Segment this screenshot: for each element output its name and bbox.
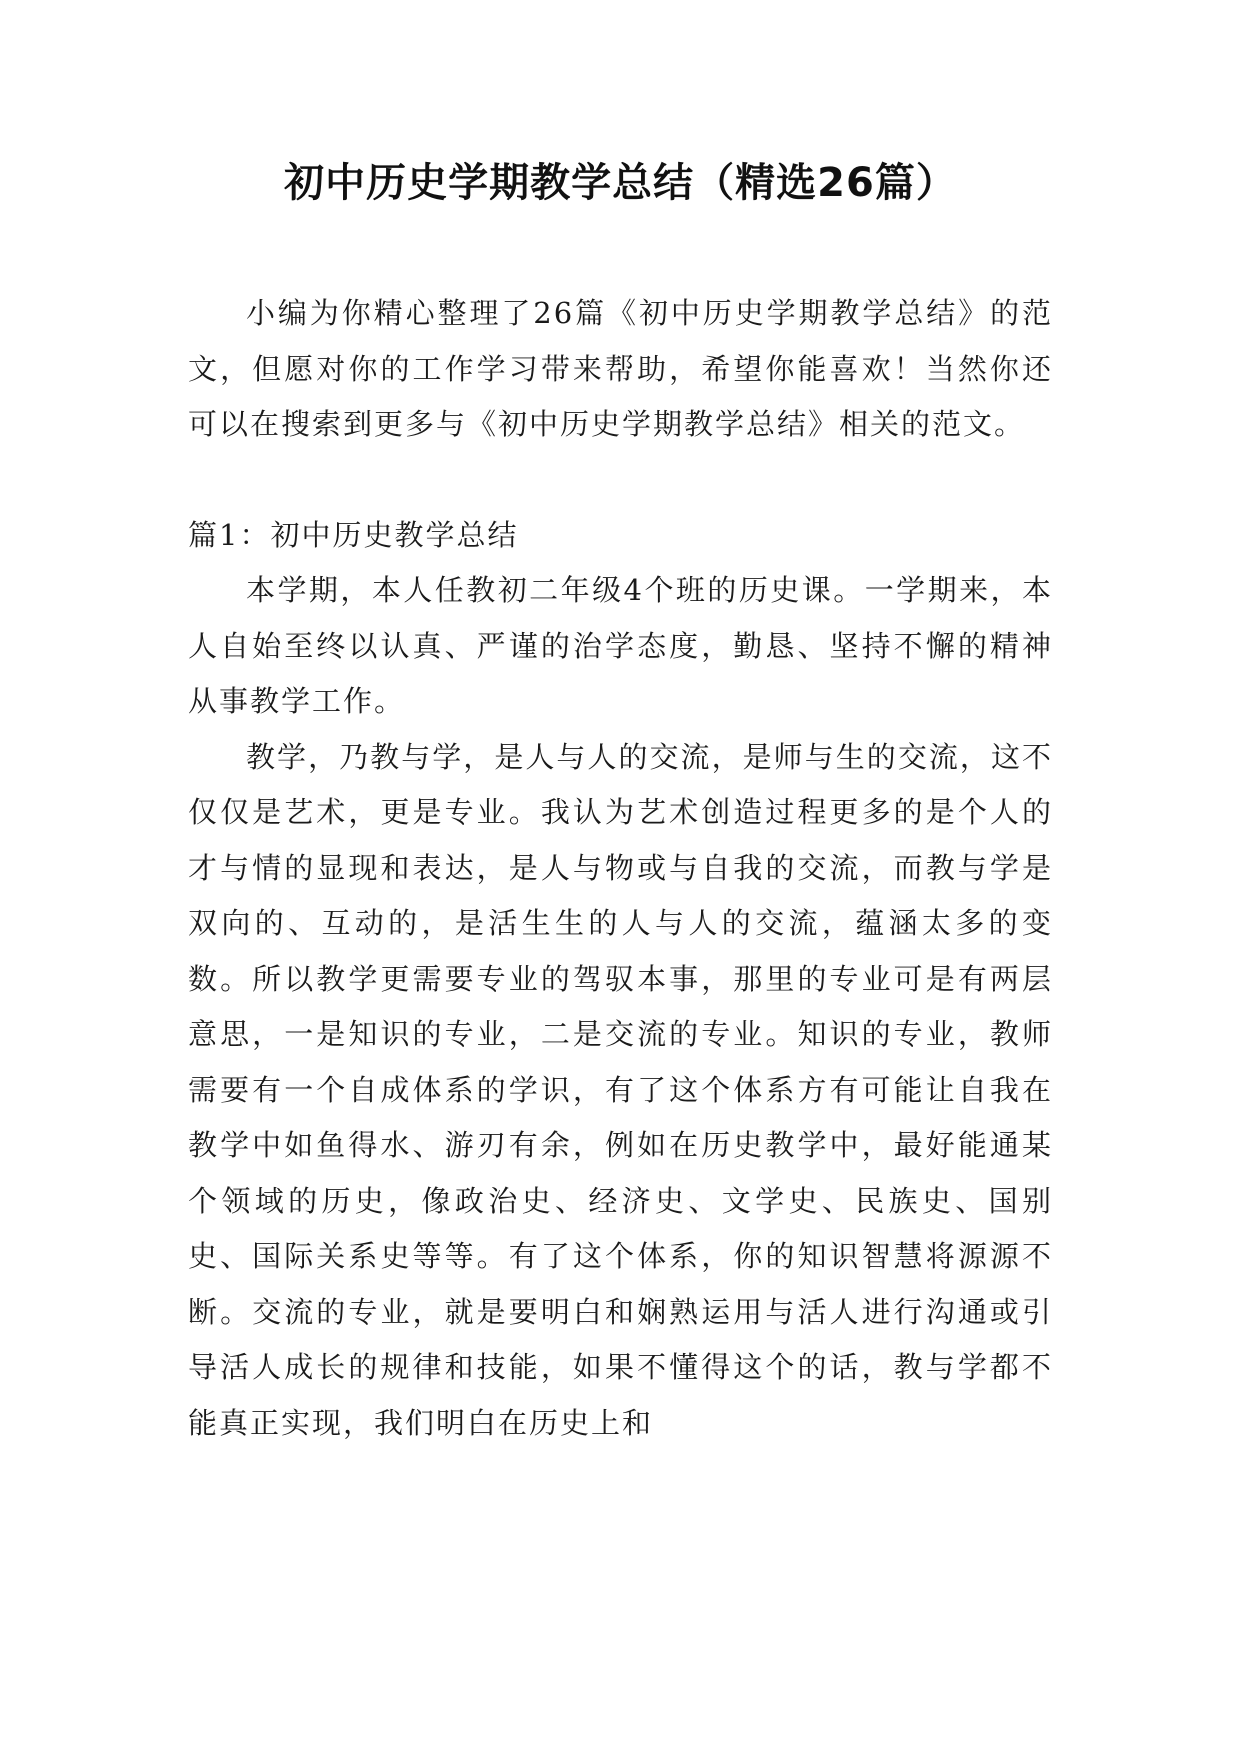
body-paragraph: 本学期，本人任教初二年级4个班的历史课。一学期来，本人自始至终以认真、严谨的治学态度，勤恳、坚持不懈的精神从事教学工作。 bbox=[188, 573, 1053, 718]
document-body bbox=[188, 286, 1053, 1451]
document-title: 初中历史学期教学总结（精选26篇） bbox=[284, 160, 957, 206]
section-spacer bbox=[188, 453, 1053, 508]
section-heading: 篇1：初中历史教学总结 bbox=[188, 517, 519, 552]
intro-paragraph: 小编为你精心整理了26篇《初中历史学期教学总结》的范文，但愿对你的工作学习带来帮助，希望你能喜欢！当然你还可以在搜索到更多与《初中历史学期教学总结》相关的范文。 bbox=[188, 296, 1053, 441]
section-1 bbox=[188, 508, 1053, 1452]
body-paragraph: 教学，乃教与学，是人与人的交流，是师与生的交流，这不仅仅是艺术，更是专业。我认为艺术创造过程更多的是个人的才与情的显现和表达，是人与物或与自我的交流，而教与学是双向的、互动的，是活生生的人与人的交流，蕴涵太多的变数。所以教学更需要专业的驾驭本事，那里的专业可是有两层意思，一是知识的专业，二是交流的专业。知识的专业，教师需要有一个自成体系的学识，有了这个体系方有可能让自我在教学中如鱼得水、游刃有余，例如在历史教学中，最好能通某个领域的历史，像政治史、经济史、文学史、民族史、国别史、国际关系史等等。有了这个体系，你的知识智慧将源源不断。交流的专业，就是要明白和娴熟运用与活人进行沟通或引导活人成长的规律和技能，如果不懂得这个的话，教与学都不能真正实现，我们明白在历史上和 bbox=[188, 739, 1053, 1440]
